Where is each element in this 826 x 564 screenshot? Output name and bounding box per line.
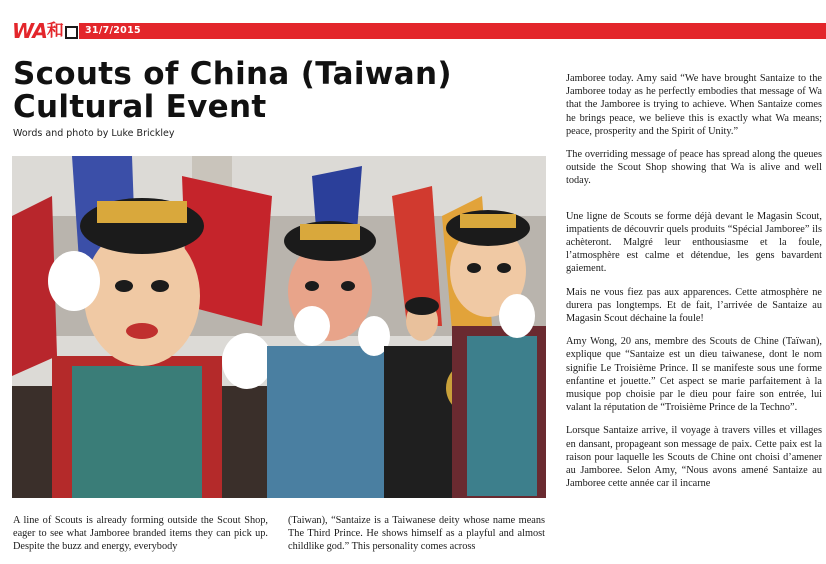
article-column-1 bbox=[13, 514, 268, 564]
col1-paragraph: A line of Scouts is already forming outside the Scout Shop, eager to see what Jamboree branded items they can pick up. Despite the buzz and energy, everybody bbox=[13, 515, 268, 553]
article-title bbox=[13, 58, 543, 124]
title-line-1: Scouts of China (Taiwan) bbox=[13, 56, 452, 92]
col3-paragraph-2: The overriding message of peace has spread along the queues outside the Scout Shop showing that Wa is alive and well today. bbox=[566, 149, 822, 187]
byline: Words and photo by Luke Brickley bbox=[13, 128, 175, 139]
article-column-2 bbox=[288, 514, 545, 564]
title-line-2: Cultural Event bbox=[13, 89, 267, 125]
col3-paragraph-1: Jamboree today. Amy said “We have brought Santaize to the Jamboree today as he perfectly embodies that message of Wa that the Jamboree is trying to achieve. When Santaize comes he brings peace, we believe this is exactly what Wa means; peace, prosperity and the Spirit of Unity.” bbox=[566, 73, 822, 137]
masthead bbox=[12, 20, 826, 42]
col2-paragraph: (Taiwan), “Santaize is a Taiwanese deity whose name means The Third Prince. He shows himself as a playful and almost childlike god.” This personality comes across bbox=[288, 515, 545, 553]
wa-logo bbox=[12, 20, 78, 42]
col3-paragraph-6: Lorsque Santaize arrive, il voyage à travers villes et villages en dansant, propageant son message de paix. Cette paix est la raison pour laquelle les Scouts de Chine ont choisi d’amener au Jamboree. Selon Amy, “Nous avons amené Santaize au Jamboree cette année car il incarne bbox=[566, 425, 822, 490]
issue-date: 31/7/2015 bbox=[85, 25, 141, 36]
logo-glyph: 和 bbox=[46, 21, 64, 41]
article-photo bbox=[12, 156, 546, 498]
date-bar bbox=[79, 23, 826, 39]
logo-square-icon bbox=[65, 26, 78, 39]
article-column-3 bbox=[566, 72, 822, 500]
photo-illustration bbox=[12, 156, 546, 498]
col3-paragraph-3: Une ligne de Scouts se forme déjà devant le Magasin Scout, impatients de découvrir quels produits “Spécial Jamboree” ils achèteront. Malgré leur enthousiasme et la foule, l’atmosphère est calme et détendue, les gens bavardent gaiement. bbox=[566, 210, 822, 275]
col3-paragraph-5: Amy Wong, 20 ans, membre des Scouts de Chine (Taïwan), explique que “Santaize est un dieu taiwanese, dont le nom signifie Le Troisième Prince. Il se manifeste sous une forme enfantine et jouette.” Cet aspect se marie parfaitement à la musique pop choisie par le dieu pour faire son entrée, lui valant la réputation de “Troisième Prince de la Techno”. bbox=[566, 336, 822, 414]
logo-text: WA bbox=[12, 19, 47, 43]
col3-paragraph-4: Mais ne vous fiez pas aux apparences. Cette atmosphère ne durera pas longtemps. Et de fait, l’arrivée de Santaize au Magasin Scout déchaine la foule! bbox=[566, 286, 822, 325]
